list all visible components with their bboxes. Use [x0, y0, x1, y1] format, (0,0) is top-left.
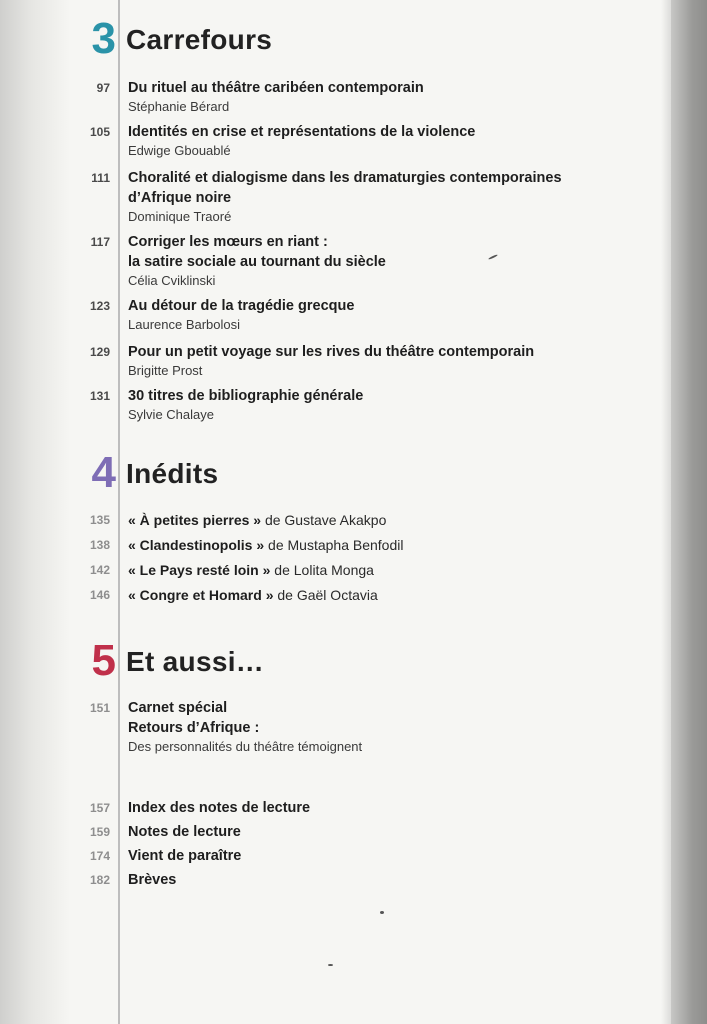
page-number: 174: [89, 849, 110, 863]
section-number: 5: [91, 636, 116, 685]
entry-title-line: Carnet spécial: [128, 700, 228, 716]
toc-entry: [0, 232, 680, 296]
work-title: « Le Pays resté loin »: [128, 562, 271, 578]
section-et-aussi: [0, 636, 680, 894]
page-number: 129: [89, 345, 110, 359]
toc-entry: [0, 822, 680, 846]
section-carrefours: [0, 14, 680, 430]
page-number: 157: [89, 801, 110, 815]
entry-title-line: la satire sociale au tournant du siècle: [128, 254, 386, 270]
work-author: de Lolita Monga: [274, 562, 374, 578]
toc-entry: [0, 535, 680, 560]
toc-entry: [0, 296, 680, 342]
page-number: 151: [89, 701, 110, 715]
section-title: Carrefours: [126, 24, 273, 55]
section-number: 3: [91, 14, 116, 63]
entry-title: Vient de paraître: [128, 848, 242, 864]
entry-author: Edwige Gbouablé: [128, 143, 231, 158]
work-title: « Clandestinopolis »: [128, 537, 265, 553]
section-title: Et aussi…: [126, 646, 265, 677]
work-author: de Mustapha Benfodil: [268, 537, 404, 553]
toc-entry: [0, 78, 680, 122]
entry-title: Identités en crise et représentations de la violence: [128, 124, 476, 140]
entry-title-line: d’Afrique noire: [128, 190, 232, 206]
entry-title: Pour un petit voyage sur les rives du théâtre contemporain: [128, 344, 535, 360]
ink-speck: [380, 911, 384, 914]
page-number: 123: [89, 299, 110, 313]
entry-author: Dominique Traoré: [128, 209, 232, 224]
entry-author: Brigitte Prost: [128, 363, 203, 378]
page-number: 146: [89, 588, 110, 602]
entry-title-line: Corriger les mœurs en riant :: [128, 234, 328, 250]
toc-entry: [0, 168, 680, 232]
page-number: 182: [89, 873, 110, 887]
entry-title: Du rituel au théâtre caribéen contemporain: [128, 80, 424, 96]
entry-author: Stéphanie Bérard: [128, 99, 230, 114]
toc-entry: [0, 585, 680, 610]
page-number: 159: [89, 825, 110, 839]
entry-author: Sylvie Chalaye: [128, 407, 214, 422]
entry-title: Au détour de la tragédie grecque: [128, 298, 355, 314]
toc-entry: [0, 122, 680, 168]
entry-title: Notes de lecture: [128, 824, 241, 840]
entry-title: Index des notes de lecture: [128, 800, 311, 816]
entry-title: Brèves: [128, 872, 177, 888]
section-title: Inédits: [126, 458, 219, 489]
entry-title-line: Retours d’Afrique :: [128, 720, 260, 736]
entry-title: 30 titres de bibliographie générale: [128, 388, 364, 404]
page-number: 105: [89, 125, 110, 139]
section-heading: [0, 14, 680, 64]
page-number: 138: [89, 538, 110, 552]
page-number: 131: [89, 389, 110, 403]
toc-entry: [0, 846, 680, 870]
ink-speck: [328, 964, 333, 966]
page-number: 111: [91, 171, 110, 185]
toc-entry: [0, 510, 680, 535]
page-number: 135: [89, 513, 110, 527]
toc-entry: [0, 560, 680, 585]
work-title: « À petites pierres »: [128, 512, 262, 528]
page-number: 142: [89, 563, 110, 577]
toc-entry: [0, 870, 680, 894]
page-number: 117: [90, 235, 110, 249]
entry-title-line: Choralité et dialogisme dans les dramaturgies contemporaines: [128, 170, 562, 186]
section-inedits: [0, 448, 680, 610]
entry-author: Célia Cviklinski: [128, 273, 216, 288]
page-number: 97: [96, 81, 110, 95]
toc-entry: [0, 342, 680, 386]
toc-entry: [0, 798, 680, 822]
entry-subtitle: Des personnalités du théâtre témoignent: [128, 739, 363, 754]
entry-author: Laurence Barbolosi: [128, 317, 241, 332]
section-heading: [0, 448, 680, 498]
work-author: de Gustave Akakpo: [264, 512, 387, 528]
toc-entry: [0, 698, 680, 798]
section-number: 4: [91, 448, 116, 497]
work-title: « Congre et Homard »: [128, 587, 274, 603]
work-author: de Gaël Octavia: [277, 587, 378, 603]
toc-entry: [0, 386, 680, 430]
section-heading: [0, 636, 680, 686]
